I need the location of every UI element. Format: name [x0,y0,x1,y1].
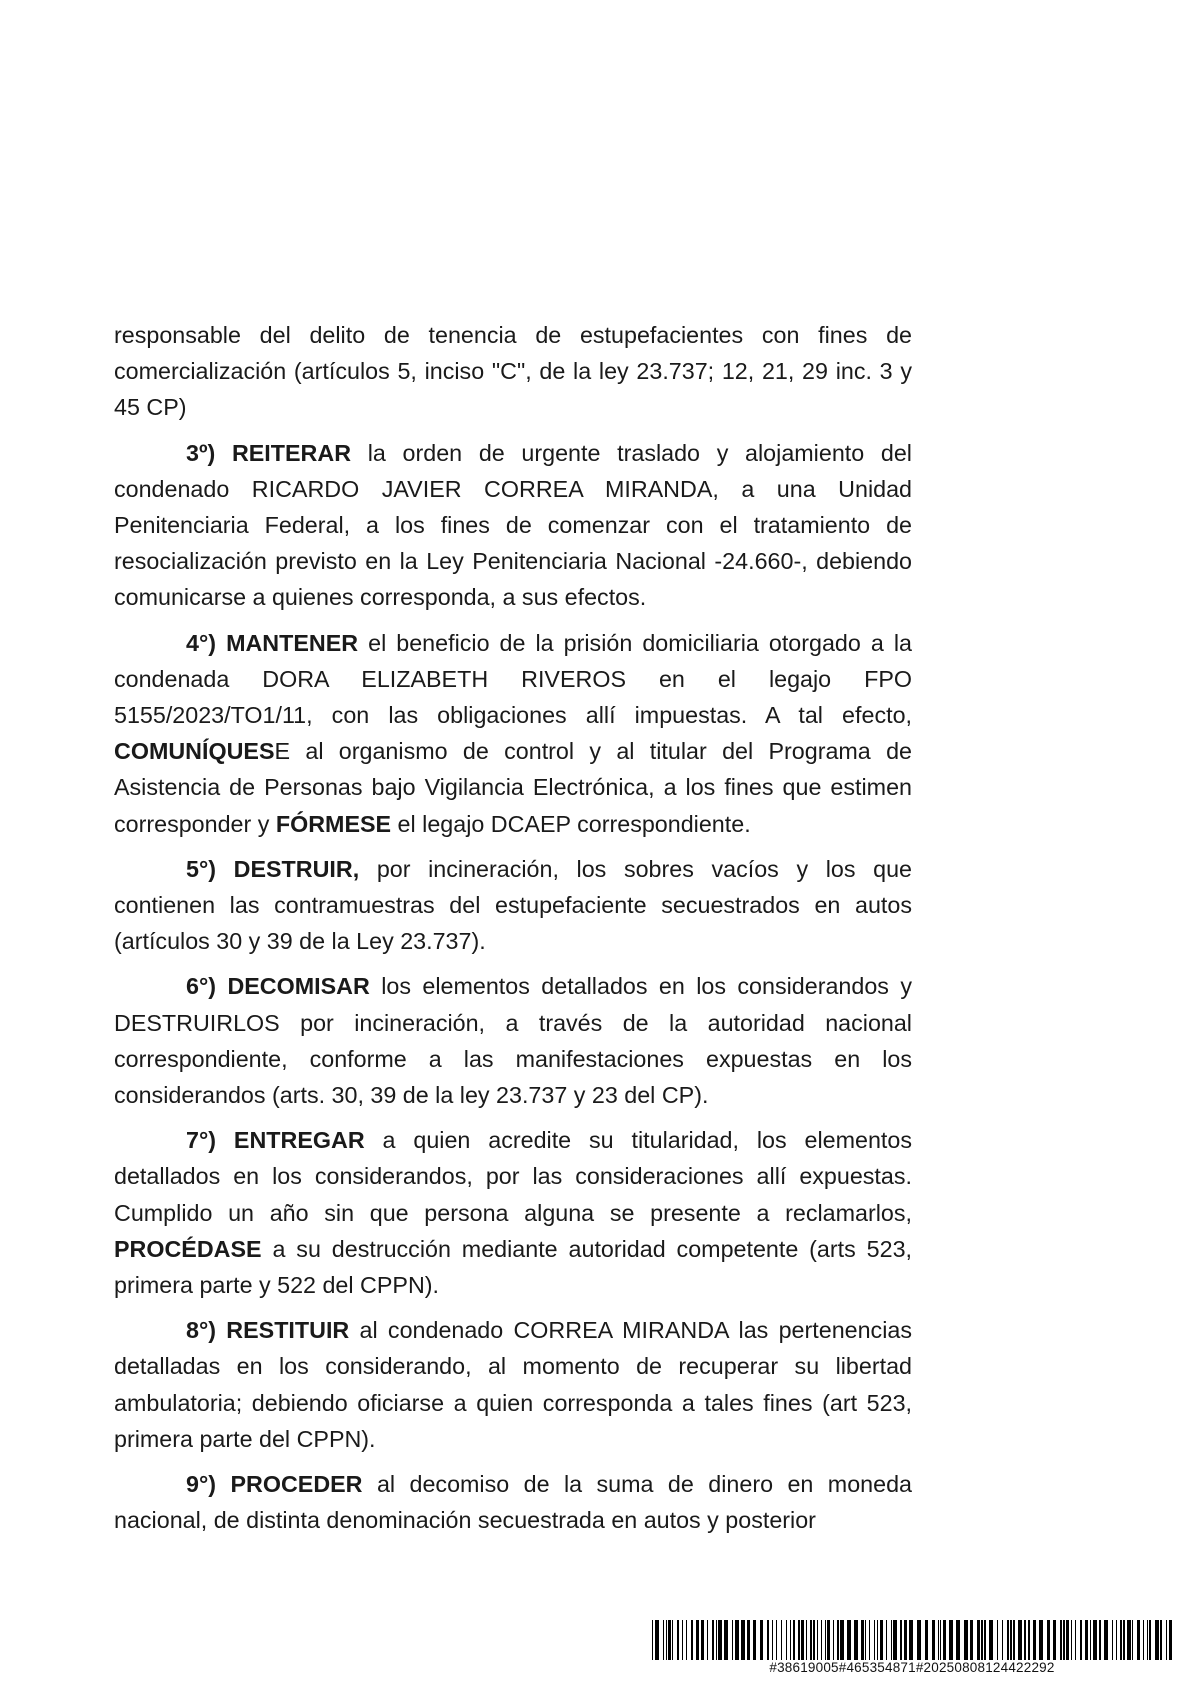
barcode-bar [940,1620,941,1660]
barcode-bar [1143,1620,1144,1660]
paragraph-8-verb: RESTITUIR [226,1317,350,1344]
barcode-bar [1149,1620,1151,1660]
barcode-bar [977,1620,980,1660]
barcode-bar [997,1620,998,1660]
paragraph-6-text: los elementos detallados en los considerandos y DESTRUIRLOS por incineración, a través de la autoridad nacional correspondiente, conforme a las manifestaciones expuestas en los considerandos (arts. 30, 39 de la ley 23.737 y 23 del CP). [114,973,912,1109]
paragraph-3-number: 3º) [186,439,216,466]
paragraph-5 [114,851,912,960]
paragraph-intro [114,317,912,426]
barcode-bar [1160,1620,1162,1660]
barcode-bar [1123,1620,1125,1660]
barcode-bar [806,1620,807,1660]
paragraph-4-text-a: el beneficio de la prisión domiciliaria otorgado a la condenada DORA ELIZABETH RIVEROS en el legajo FPO 5155/2023/TO1/11, con las obligaciones allí impuestas. A tal efecto, [114,629,912,729]
barcode-bar [1033,1620,1036,1660]
paragraph-9-number: 9°) [186,1471,217,1498]
paragraph-5-text: por incineración, los sobres vacíos y los que contienen las contramuestras del estupefaciente secuestrados en autos (artículos 30 y 39 de la Ley 23.737). [114,855,912,955]
barcode-bar [891,1620,892,1660]
barcode-bar [880,1620,883,1660]
barcode-bar [1137,1620,1140,1660]
barcode-bar [874,1620,875,1660]
barcode-bar [1066,1620,1069,1660]
barcode-bar [877,1620,878,1660]
barcode-bar [1002,1620,1003,1660]
barcode-bar [1085,1620,1088,1660]
barcode-bar [984,1620,986,1660]
barcode-bar [886,1620,887,1660]
barcode-bar [1099,1620,1101,1660]
barcode-bar [964,1620,968,1660]
barcode-bar [772,1620,773,1660]
barcode-bar [786,1620,787,1660]
barcode-bar [810,1620,812,1660]
barcode-bar [1155,1620,1159,1660]
barcode-bar [949,1620,953,1660]
paragraph-3 [114,435,912,616]
barcode-bars-icon [652,1620,1172,1660]
barcode-bar [732,1620,733,1660]
barcode-bar [917,1620,921,1660]
barcode-bar [1112,1620,1113,1660]
barcode-bar [1147,1620,1148,1660]
barcode-bar [1010,1620,1012,1660]
barcode-bar [776,1620,777,1660]
paragraph-7-number: 7°) [186,1127,217,1154]
paragraph-5-number: 5°) [186,855,217,882]
barcode-bar [833,1620,834,1660]
paragraph-9-verb: PROCEDER [230,1471,363,1498]
barcode-bar [1024,1620,1026,1660]
barcode-bar [686,1620,687,1660]
barcode-bar [869,1620,870,1660]
barcode-bar [682,1620,683,1660]
barcode-bar [970,1620,973,1660]
barcode-bar [790,1620,791,1660]
barcode-bar [1093,1620,1097,1660]
barcode-bar [1063,1620,1065,1660]
paragraph-4-text-e: el legajo DCAEP correspondiente. [391,810,751,837]
barcode-bar [716,1620,717,1660]
barcode-bar [655,1620,659,1660]
barcode-bar [827,1620,830,1660]
barcode-bar [893,1620,897,1660]
paragraph-4-text-c: E al organismo de control y al titular del Programa de Asistencia de Personas bajo Vigilancia Electrónica, a los fines que estimen corresponder y [114,738,912,837]
barcode-bar [1013,1620,1015,1660]
barcode [652,1620,1172,1680]
barcode-bar [712,1620,714,1660]
paragraph-3-verb: REITERAR [231,439,352,466]
paragraph-7-text-a: a quien acredite su titularidad, los elementos detallados en los considerandos, por las consideraciones allí expuestas. Cumplido un año sin que persona alguna se presente a reclamarlos, [114,1127,912,1226]
paragraph-7-bold-procedase: PROCÉDASE [114,1235,262,1262]
paragraph-7-verb: ENTREGAR [233,1127,365,1154]
barcode-bar [793,1620,795,1660]
barcode-bar [1039,1620,1043,1660]
barcode-bar [854,1620,858,1660]
barcode-bar [825,1620,826,1660]
barcode-bar [1018,1620,1022,1660]
barcode-bar [981,1620,983,1660]
paragraph-8-number: 8°) [186,1317,217,1344]
paragraph-9 [114,1466,912,1538]
barcode-bar [840,1620,844,1660]
barcode-bar [1028,1620,1030,1660]
barcode-bar [672,1620,673,1660]
barcode-bar [1090,1620,1091,1660]
barcode-bar [1120,1620,1122,1660]
barcode-bar [1047,1620,1050,1660]
barcode-bar [817,1620,818,1660]
barcode-bar [801,1620,804,1660]
barcode-bar [904,1620,907,1660]
barcode-bar [813,1620,815,1660]
paragraph-4-number: 4°) [186,629,217,656]
barcode-bar [1116,1620,1117,1660]
barcode-bar [652,1620,653,1660]
barcode-bar [696,1620,699,1660]
barcode-bar [925,1620,928,1660]
barcode-bar [760,1620,763,1660]
barcode-bar [1127,1620,1131,1660]
barcode-bar [1169,1620,1172,1660]
barcode-bar [741,1620,745,1660]
barcode-bar [735,1620,739,1660]
barcode-bar [701,1620,704,1660]
paragraph-6-number: 6°) [186,973,217,1000]
barcode-bar [724,1620,728,1660]
barcode-bar [1075,1620,1076,1660]
document-body [114,317,912,1548]
barcode-bar [753,1620,756,1660]
paragraph-7 [114,1122,912,1303]
barcode-bar [938,1620,939,1660]
paragraph-4-bold-formese: FÓRMESE [275,810,392,837]
barcode-bar [1007,1620,1009,1660]
barcode-bar [989,1620,993,1660]
barcode-bar [909,1620,913,1660]
barcode-bar [865,1620,866,1660]
barcode-bar [861,1620,864,1660]
barcode-bar [666,1620,667,1660]
paragraph-4-verb: MANTENER [226,629,359,656]
paragraph-6 [114,968,912,1113]
barcode-bar [847,1620,851,1660]
barcode-bar [707,1620,708,1660]
paragraph-7-text-c: a su destrucción mediante autoridad competente (arts 523, primera parte y 522 del CPPN). [114,1235,912,1299]
paragraph-intro-text: responsable del delito de tenencia de estupefacientes con fines de comercialización (artículos 5, inciso "C", de la ley 23.737; 12, 21, 29 inc. 3 y 45 CP) [114,322,912,421]
paragraph-8-text: al condenado CORREA MIRANDA las pertenencias detalladas en los considerando, al momento de recuperar su libertad ambulatoria; debiendo oficiarse a quien corresponda a tales fines (art 523, primera parte del CPPN). [114,1317,912,1452]
barcode-bar [747,1620,750,1660]
barcode-bar [781,1620,782,1660]
barcode-bar [900,1620,902,1660]
barcode-bar [1053,1620,1056,1660]
barcode-bar [1166,1620,1167,1660]
paragraph-6-verb: DECOMISAR [227,973,370,1000]
barcode-bar [943,1620,946,1660]
barcode-bar [677,1620,679,1660]
barcode-bar [663,1620,664,1660]
paragraph-5-verb: DESTRUIR, [233,855,360,882]
barcode-bar [956,1620,960,1660]
paragraph-4-bold-comuniquese: COMUNÍQUES [114,738,275,765]
paragraph-4 [114,625,912,842]
barcode-bar [837,1620,839,1660]
barcode-bar [1132,1620,1133,1660]
barcode-bar [1060,1620,1062,1660]
barcode-bar [821,1620,822,1660]
barcode-bar [1104,1620,1108,1660]
paragraph-3-text: la orden de urgente traslado y alojamiento del condenado RICARDO JAVIER CORREA MIRANDA, a una Unidad Penitenciaria Federal, a los fines de comenzar con el tratamiento de resocialización previsto en la Ley Penitenciaria Nacional -24.660-, debiendo comunicarse a quienes corresponda, a sus efectos. [114,439,912,611]
barcode-bar [691,1620,693,1660]
barcode-bar [798,1620,800,1660]
paragraph-8 [114,1312,912,1457]
barcode-bar [668,1620,671,1660]
barcode-bar [767,1620,769,1660]
barcode-bar [718,1620,722,1660]
barcode-bar [1071,1620,1072,1660]
barcode-bar [1080,1620,1082,1660]
barcode-number: #38619005#465354871#20250808124422292 [769,1660,1055,1675]
paragraph-9-text: al decomiso de la suma de dinero en moneda nacional, de distinta denominación secuestrada en autos y posterior [114,1471,912,1534]
barcode-bar [932,1620,935,1660]
